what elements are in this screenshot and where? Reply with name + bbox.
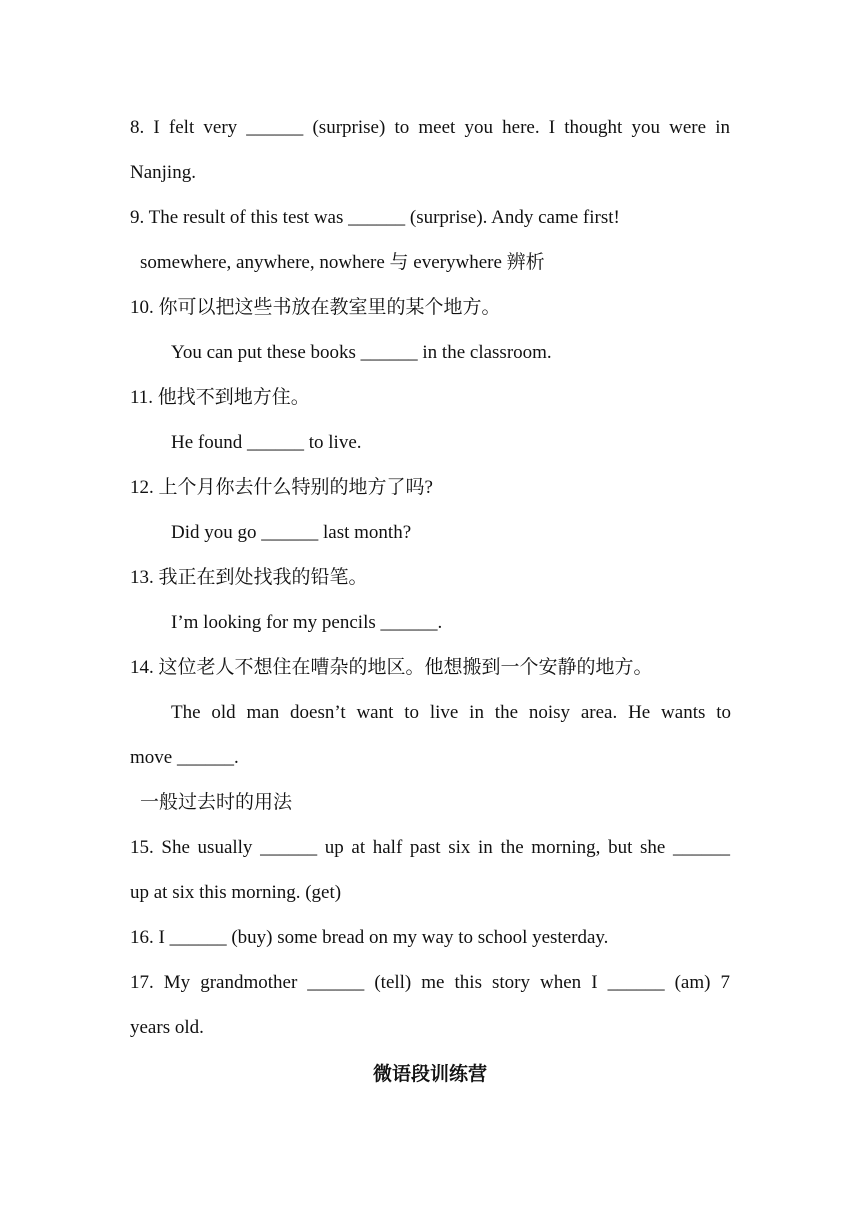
section-title-micro-paragraph: 微语段训练营 <box>372 1063 487 1085</box>
question-10-prompt: 10. 你可以把这些书放在教室里的某个地方。 <box>130 297 501 318</box>
question-13-prompt: 13. 我正在到处找我的铅笔。 <box>130 567 368 588</box>
question-15-line-1: 15. She usually ______ up at half past six in the morning, but she ______ <box>130 837 730 858</box>
section-heading-adverbs: somewhere, anywhere, nowhere 与 everywhere 辨析 <box>140 252 545 273</box>
question-17-line-1: 17. My grandmother ______ (tell) me this story when I ______ (am) 7 <box>130 972 730 993</box>
question-8-line-1: 8. I felt very ______ (surprise) to meet you here. I thought you were in <box>130 117 730 138</box>
question-14-prompt: 14. 这位老人不想住在嘈杂的地区。他想搬到一个安静的地方。 <box>130 657 653 678</box>
section-heading-past-tense: 一般过去时的用法 <box>140 792 293 813</box>
question-8-line-2: Nanjing. <box>130 162 196 183</box>
question-11-prompt: 11. 他找不到地方住。 <box>130 387 310 408</box>
question-14-answer-line-2: move ______. <box>130 747 239 768</box>
question-9: 9. The result of this test was ______ (surprise). Andy came first! <box>130 207 620 228</box>
question-11-answer: He found ______ to live. <box>171 432 362 453</box>
question-14-answer-line-1: The old man doesn’t want to live in the noisy area. He wants to <box>171 702 731 723</box>
question-17-line-2: years old. <box>130 1017 204 1038</box>
question-13-answer: I’m looking for my pencils ______. <box>171 612 443 633</box>
question-15-line-2: up at six this morning. (get) <box>130 882 342 903</box>
question-12-prompt: 12. 上个月你去什么特别的地方了吗? <box>130 477 433 498</box>
question-16: 16. I ______ (buy) some bread on my way to school yesterday. <box>130 927 609 948</box>
question-10-answer: You can put these books ______ in the classroom. <box>171 342 552 363</box>
question-12-answer: Did you go ______ last month? <box>171 522 412 543</box>
